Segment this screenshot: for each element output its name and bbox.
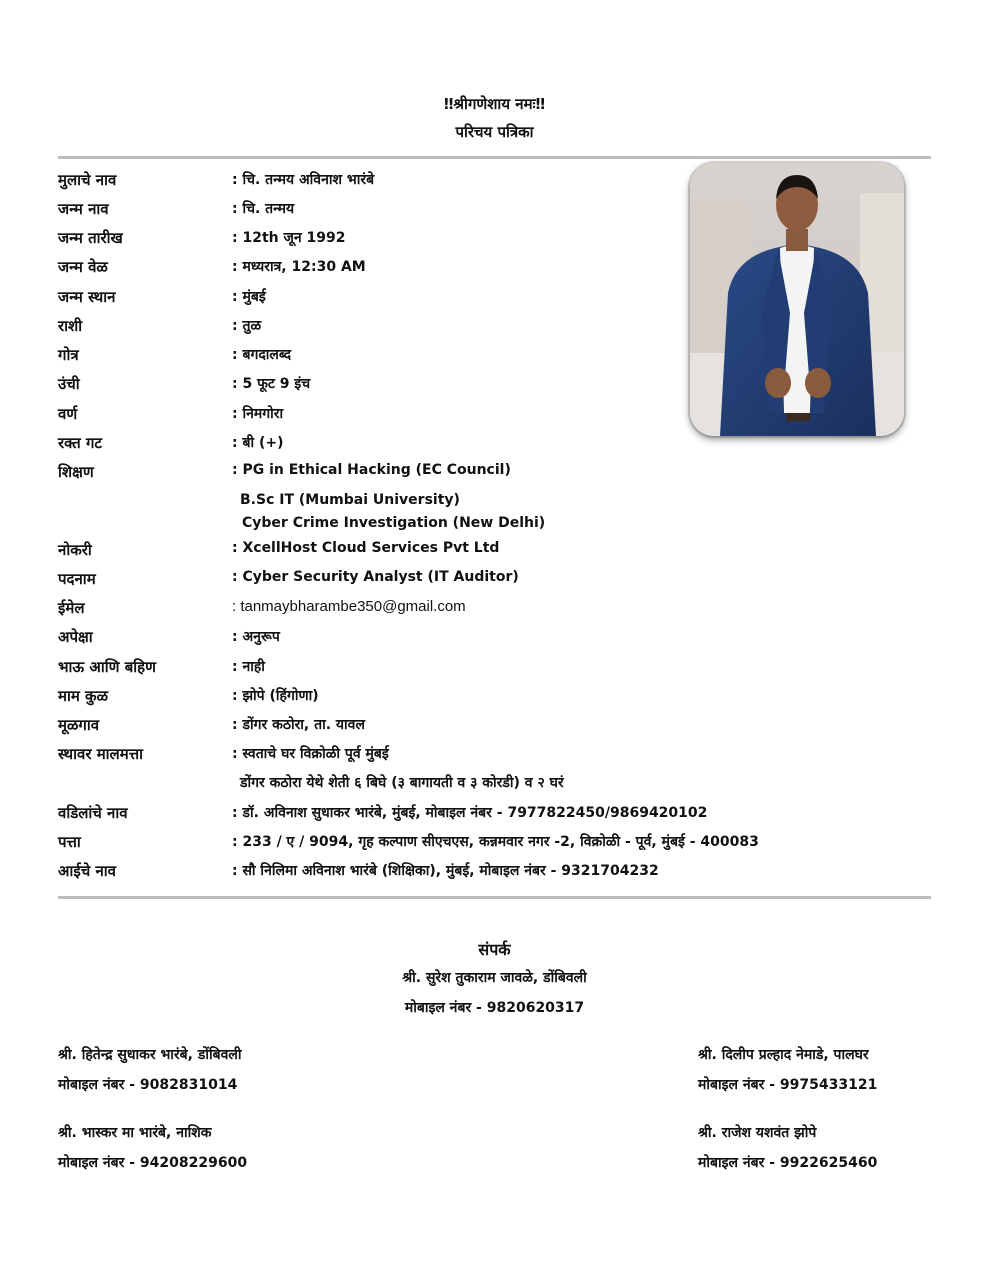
detail-label: जन्म वेळ <box>58 258 108 276</box>
detail-value: : 233 / ए / 9094, गृह कल्पाण सीएचएस, कन्नमवार नगर -2, विक्रोळी - पूर्व, मुंबई - 400083 <box>232 834 759 850</box>
detail-value: : बगदालब्द <box>232 347 291 363</box>
detail-value: : सौ निलिमा अविनाश भारंबे (शिक्षिका), मुंबई, मोबाइल नंबर - 9321704232 <box>232 863 659 879</box>
detail-label: आईचे नाव <box>58 862 116 880</box>
contact-main-name: श्री. सुरेश तुकाराम जावळे, डोंबिवली <box>402 970 587 986</box>
detail-value: : XcellHost Cloud Services Pvt Ltd <box>232 540 500 556</box>
detail-label: शिक्षण <box>58 463 94 481</box>
profile-photo <box>690 163 904 436</box>
detail-value: : Cyber Security Analyst (IT Auditor) <box>232 569 519 585</box>
detail-label: स्थावर मालमत्ता <box>58 745 143 763</box>
detail-label: नोकरी <box>58 541 92 559</box>
bottom-divider <box>58 896 931 899</box>
email-value: : tanmaybharambe350@gmail.com <box>232 598 466 615</box>
detail-label: भाऊ आणि बहिण <box>58 658 156 676</box>
contact-person-name: श्री. दिलीप प्रल्हाद नेमाडे, पालघर <box>698 1047 869 1063</box>
detail-value: : डोंगर कठोरा, ता. यावल <box>232 717 365 733</box>
detail-label: जन्म तारीख <box>58 229 123 247</box>
detail-label: मुलाचे नाव <box>58 171 117 189</box>
detail-label: पत्ता <box>58 833 81 851</box>
detail-value: : 5 फूट 9 इंच <box>232 376 311 392</box>
contact-person-mobile: मोबाइल नंबर - 9082831014 <box>58 1077 238 1093</box>
detail-label: मूळगाव <box>58 716 100 734</box>
contact-person-name: श्री. हितेन्द्र सुधाकर भारंबे, डोंबिवली <box>58 1047 242 1063</box>
detail-label: राशी <box>58 317 83 335</box>
contact-person-name: श्री. राजेश यशवंत झोपे <box>698 1125 817 1141</box>
invocation-heading: ‼श्रीगणेशाय नमः‼ <box>444 95 545 113</box>
detail-value: : अनुरूप <box>232 629 280 645</box>
detail-label: वर्ण <box>58 405 78 423</box>
page-title: परिचय पत्रिका <box>455 123 534 141</box>
contact-person-name: श्री. भास्कर मा भारंबे, नाशिक <box>58 1125 212 1141</box>
detail-label: उंची <box>58 375 80 393</box>
contact-heading: संपर्क <box>478 940 511 959</box>
contact-person-mobile: मोबाइल नंबर - 9922625460 <box>698 1155 878 1171</box>
detail-value: : PG in Ethical Hacking (EC Council) <box>232 462 511 478</box>
detail-label: रक्त गट <box>58 434 102 452</box>
education-line-2: B.Sc IT (Mumbai University) <box>240 492 460 508</box>
detail-label: जन्म स्थान <box>58 288 116 306</box>
detail-label: जन्म नाव <box>58 200 109 218</box>
education-line-3: Cyber Crime Investigation (New Delhi) <box>242 515 546 531</box>
detail-label: माम कुळ <box>58 687 108 705</box>
contact-person-mobile: मोबाइल नंबर - 94208229600 <box>58 1155 248 1171</box>
detail-value: : निमगोरा <box>232 406 284 422</box>
contact-main-mobile: मोबाइल नंबर - 9820620317 <box>404 1000 585 1016</box>
detail-value: : झोपे (हिंगोणा) <box>232 688 319 704</box>
detail-value: : बी (+) <box>232 435 284 451</box>
detail-value: : चि. तन्मय <box>232 201 295 217</box>
detail-value: : तुळ <box>232 318 262 334</box>
detail-label: वडिलांचे नाव <box>58 804 128 822</box>
property-line-2: डोंगर कठोरा येथे शेती ६ बिघे (३ बागायती व ३ कोरडी) व २ घरं <box>240 775 564 791</box>
detail-value: : मध्यरात्र, 12:30 AM <box>232 259 366 275</box>
detail-value: : स्वताचे घर विक्रोळी पूर्व मुंबई <box>232 746 389 762</box>
detail-value: : 12th जून 1992 <box>232 230 346 246</box>
detail-value: : नाही <box>232 659 265 675</box>
top-divider <box>58 156 931 159</box>
detail-label: अपेक्षा <box>58 628 93 646</box>
detail-label: गोत्र <box>58 346 79 364</box>
contact-person-mobile: मोबाइल नंबर - 9975433121 <box>698 1077 878 1093</box>
detail-value: : डॉ. अविनाश सुधाकर भारंबे, मुंबई, मोबाइल नंबर - 7977822450/9869420102 <box>232 805 708 821</box>
detail-label: पदनाम <box>58 570 96 588</box>
detail-value: : मुंबई <box>232 289 266 305</box>
detail-value: : चि. तन्मय अविनाश भारंबे <box>232 172 375 188</box>
detail-label: ईमेल <box>58 599 85 617</box>
